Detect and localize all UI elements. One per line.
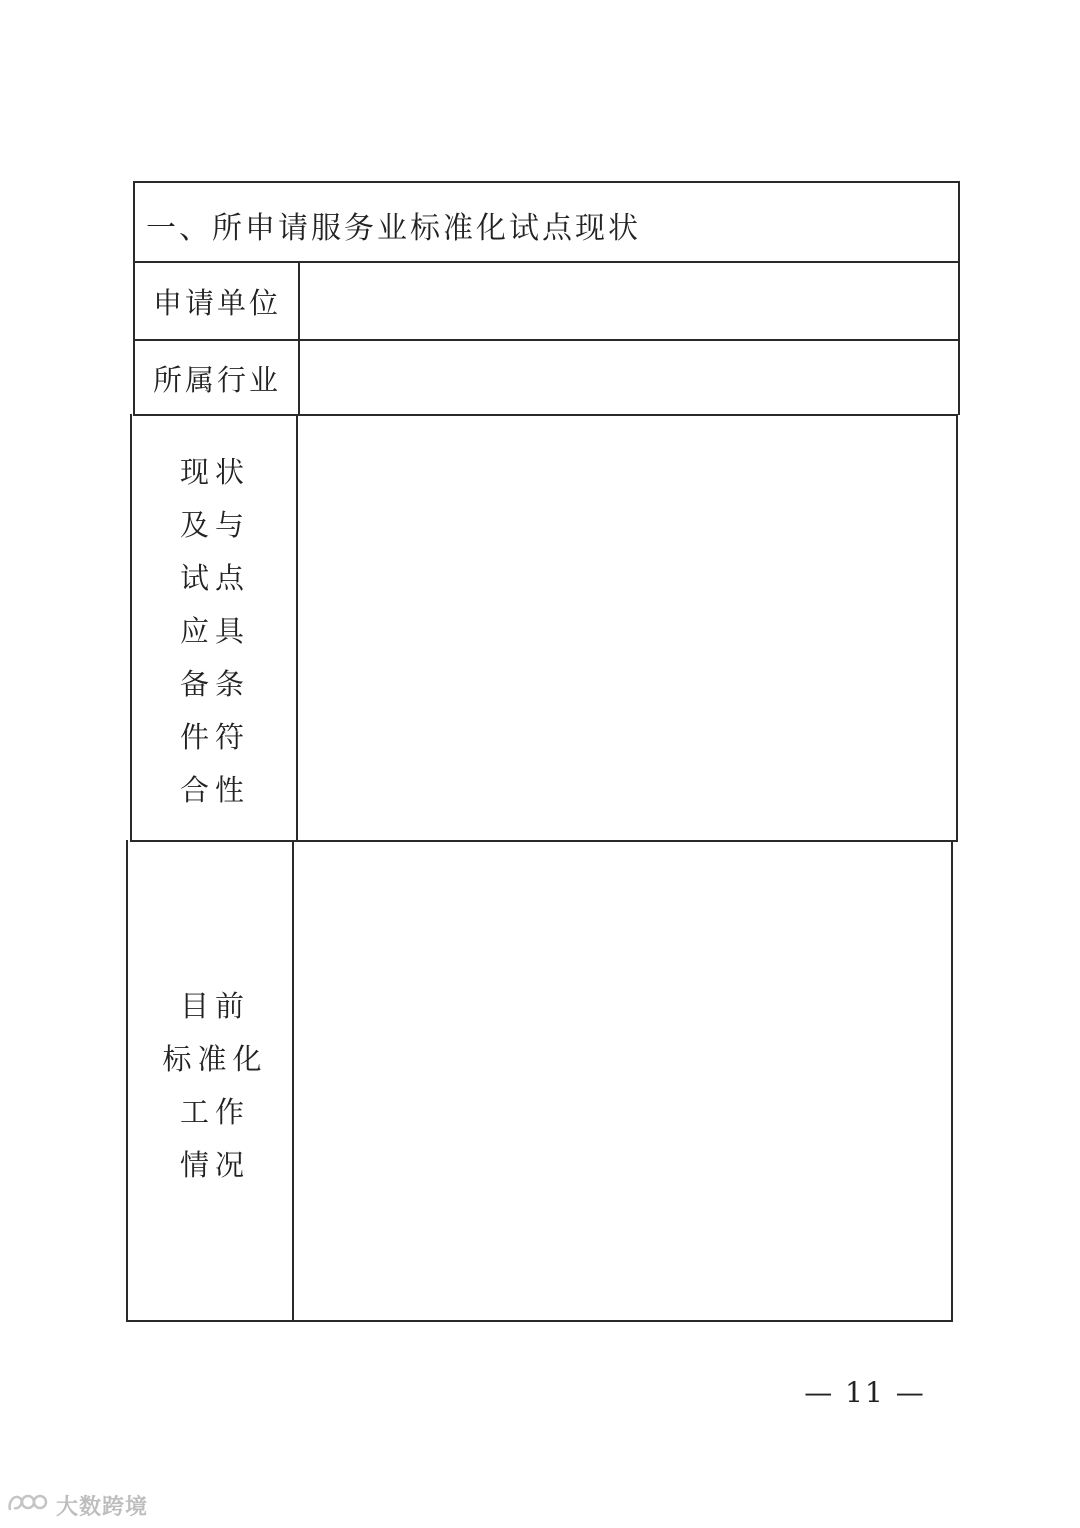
table-right-border [951, 840, 953, 1322]
page-number: — 11 — [804, 1376, 926, 1409]
table-row-divider [130, 840, 956, 842]
table-left-border [133, 181, 135, 415]
status-label-line: 合性 [179, 773, 250, 807]
industry-field[interactable] [302, 343, 956, 412]
applicant-field[interactable] [302, 265, 956, 337]
industry-label: 所属行业 [152, 363, 281, 397]
status-label-line: 现状 [179, 455, 250, 489]
current-work-field[interactable] [296, 844, 949, 1318]
current-work-label-line: 情况 [179, 1148, 250, 1182]
status-field[interactable] [300, 418, 954, 838]
table-row-divider [133, 414, 958, 416]
status-label-line: 备条 [179, 667, 250, 701]
current-work-label-line: 标准化 [162, 1042, 268, 1076]
table-left-border [126, 840, 128, 1322]
watermark-text: 大数跨境 [56, 1494, 149, 1520]
table-row-divider [134, 339, 959, 341]
watermark [6, 1488, 148, 1522]
current-work-label-line: 目前 [179, 989, 250, 1023]
applicant-label: 申请单位 [152, 286, 281, 320]
table-right-border [956, 414, 958, 842]
section-title: 一、所申请服务业标准化试点现状 [146, 211, 641, 246]
table-left-border [130, 414, 132, 842]
status-label-line: 及与 [179, 508, 250, 542]
table-top-border [134, 181, 960, 183]
current-work-label [136, 980, 294, 1192]
table-row-divider [134, 261, 960, 263]
label-column-divider [296, 414, 298, 842]
status-label [136, 446, 294, 817]
table-bottom-border [126, 1320, 953, 1322]
current-work-label-line: 工作 [179, 1095, 250, 1129]
status-label-line: 试点 [179, 561, 250, 595]
label-column-divider [298, 261, 300, 415]
status-label-line: 应具 [179, 614, 250, 648]
table-right-border [958, 181, 960, 415]
status-label-line: 件符 [179, 720, 250, 754]
brand-logo-icon [6, 1490, 50, 1520]
